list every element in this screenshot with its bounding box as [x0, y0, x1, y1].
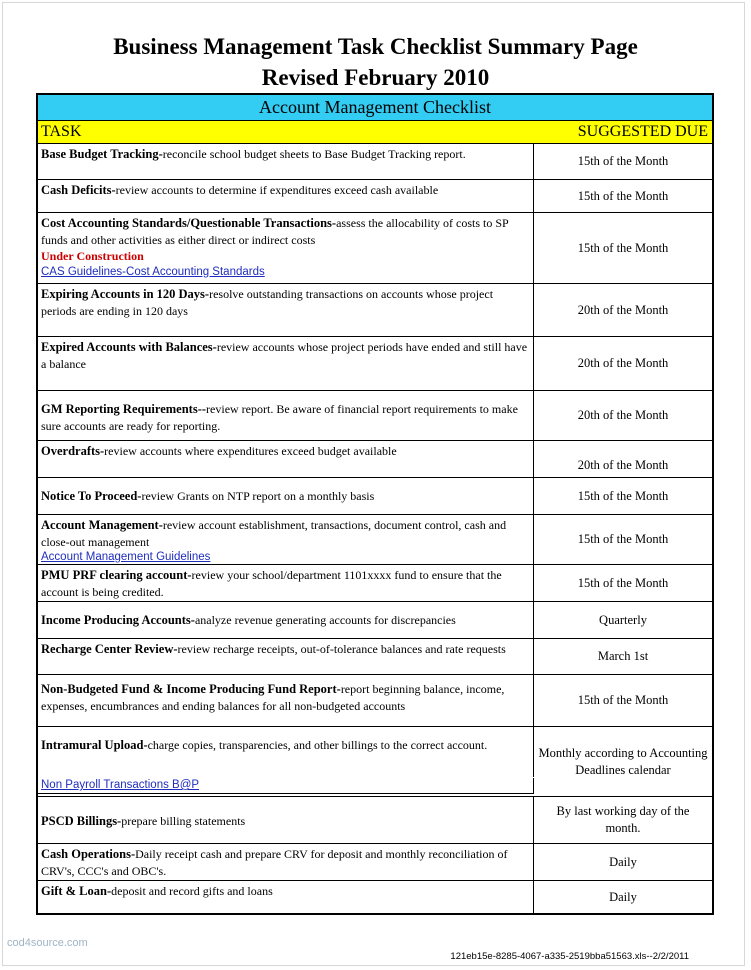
non-payroll-link-cell [38, 778, 534, 794]
table-row [38, 639, 712, 675]
due-cell: 20th of the Month [577, 457, 669, 472]
due-cell: 20th of the Month [577, 356, 669, 370]
due-cell: 15th of the Month [577, 693, 669, 707]
due-cell: 15th of the Month [577, 575, 669, 590]
table-row [38, 180, 712, 213]
table-row [38, 213, 712, 284]
header-task: TASK [41, 123, 82, 140]
task-cell: Recharge Center Review-review recharge receipts, out-of-tolerance balances and rate requests [38, 639, 534, 674]
page-subtitle: Revised February 2010 [261, 65, 490, 90]
table-row [38, 844, 712, 881]
table-row [38, 727, 712, 797]
task-cell: Expired Accounts with Balances-review accounts whose project periods have ended and still have a balance [38, 337, 534, 390]
under-construction-note: Under Construction [41, 249, 144, 263]
table-row [38, 881, 712, 913]
due-cell: 20th of the Month [577, 408, 669, 422]
task-cell: Intramural Upload-charge copies, transparencies, and other billings to the correct account. [38, 727, 534, 777]
table-row [38, 675, 712, 727]
cas-guidelines-link[interactable]: CAS Guidelines-Cost Accounting Standards [41, 265, 265, 278]
footer-filename: 121eb15e-8285-4067-a335-2519bba51563.xls--2/2/2011 [450, 951, 689, 962]
task-cell: GM Reporting Requirements--review report. Be aware of financial report requirements to make sure accounts are ready for reporting. [38, 391, 534, 440]
table-row [38, 284, 712, 337]
table-row [38, 441, 712, 478]
due-cell: Monthly according to Accounting Deadlines calendar [538, 745, 708, 777]
table-row [38, 478, 712, 515]
table-banner: Account Management Checklist [38, 95, 712, 121]
due-cell: 15th of the Month [577, 240, 669, 255]
non-payroll-transactions-link[interactable]: Non Payroll Transactions B@P [41, 779, 200, 791]
header-due: SUGGESTED DUE [577, 123, 708, 140]
task-cell: Account Management-review account establishment, transactions, document control, cash and close-out management Account Management Guidelines [38, 515, 534, 564]
due-cell: 15th of the Month [577, 154, 669, 168]
task-cell: PSCD Billings-prepare billing statements [38, 797, 534, 843]
due-cell: By last working day of the month. [556, 804, 690, 835]
due-cell: March 1st [597, 649, 649, 663]
due-cell: Quarterly [599, 612, 647, 627]
checklist-table [36, 93, 714, 915]
table-row [38, 565, 712, 602]
table-row [38, 391, 712, 441]
task-cell: Expiring Accounts in 120 Days-resolve outstanding transactions on accounts whose project periods are ending in 120 days [38, 284, 534, 336]
due-cell: Daily [609, 854, 637, 869]
task-cell: Overdrafts-review accounts where expenditures exceed budget available [38, 441, 534, 477]
watermark-text: cod4source.com [7, 937, 88, 949]
task-cell: Cost Accounting Standards/Questionable Transactions-assess the allocability of costs to SP funds and other activities as either direct or indirect costs Under Construction CAS Guidelines-Cost Accounting Standards [38, 213, 534, 283]
task-cell: Gift & Loan-deposit and record gifts and loans [38, 881, 534, 913]
due-cell: 15th of the Month [577, 488, 669, 503]
task-cell: Cash Deficits-review accounts to determine if expenditures exceed cash available [38, 180, 534, 212]
task-cell: Notice To Proceed-review Grants on NTP report on a monthly basis [38, 478, 534, 514]
table-row [38, 337, 712, 391]
table-row [38, 515, 712, 565]
due-cell: 20th of the Month [577, 302, 669, 317]
task-cell: Income Producing Accounts-analyze revenue generating accounts for discrepancies [38, 602, 534, 638]
task-cell: Non-Budgeted Fund & Income Producing Fund Report-report beginning balance, income, expenses, encumbrances and ending balances for all non-budgeted accounts [38, 675, 534, 726]
task-cell: Base Budget Tracking-reconcile school budget sheets to Base Budget Tracking report. [38, 144, 534, 179]
page-title: Business Management Task Checklist Summary Page [113, 34, 638, 59]
table-row [38, 602, 712, 639]
table-row [38, 144, 712, 180]
task-cell: Cash Operations-Daily receipt cash and prepare CRV for deposit and monthly reconciliation of CRV's, CCC's and OBC's. [38, 844, 534, 880]
due-cell: Daily [609, 889, 637, 904]
due-cell: 15th of the Month [577, 188, 669, 203]
due-cell: 15th of the Month [577, 532, 669, 546]
task-cell: PMU PRF clearing account-review your school/department 1101xxxx fund to ensure that the account is being credited. [38, 565, 534, 601]
table-header [38, 121, 712, 144]
table-row [38, 797, 712, 844]
account-management-guidelines-link[interactable]: Account Management Guidelines [41, 551, 211, 563]
